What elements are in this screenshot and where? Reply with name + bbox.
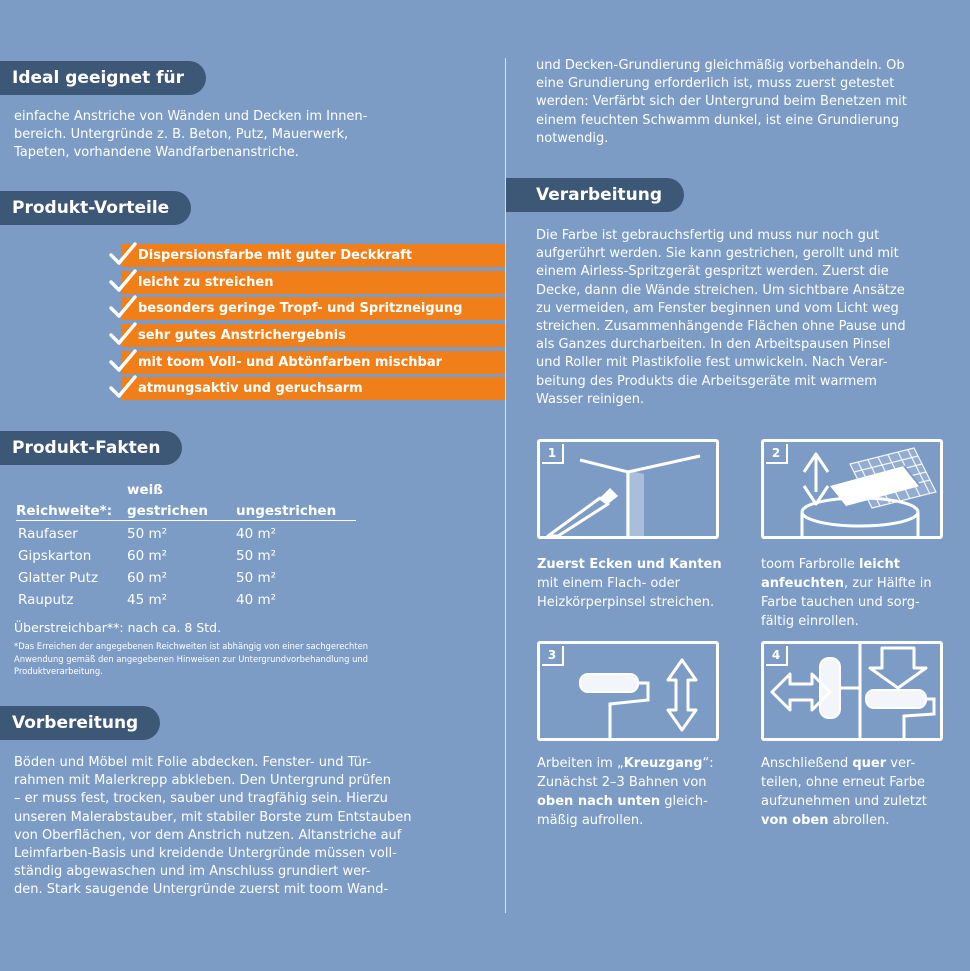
step-1-illustration (537, 439, 719, 539)
advantage-label: sehr gutes Anstrichergebnis (121, 324, 506, 347)
table-cell-label: Glatter Putz (18, 570, 99, 586)
advantage-label: besonders geringe Tropf- und Spritzneigung (121, 297, 506, 320)
step-number: 1 (542, 444, 564, 464)
preparation-line: werden: Verfärbt sich der Untergrund beim Benetzen mit (536, 94, 907, 110)
preparation-line: den. Stark saugende Untergründe zuerst mit toom Wand- (14, 882, 389, 898)
checkmark-icon (108, 268, 138, 294)
caption-line: fältig einrollen. (761, 614, 859, 629)
caption-line: teilen, ohne erneut Farbe (761, 775, 926, 790)
advantage-item (0, 349, 506, 376)
preparation-line: Böden und Möbel mit Folie abdecken. Fenster- und Tür- (14, 755, 372, 770)
advantage-label: Dispersionsfarbe mit guter Deckkraft (121, 244, 506, 267)
caption-line: aufzunehmen und zuletzt (761, 794, 927, 809)
checkmark-icon (108, 321, 138, 347)
roller-horizontal-arrow-icon (764, 644, 940, 738)
processing-line: Wasser reinigen. (536, 391, 645, 407)
advantage-item (0, 322, 506, 349)
advantage-item (0, 269, 506, 296)
advantage-item (0, 295, 506, 322)
brush-corner-icon (540, 442, 716, 536)
preparation-line: rahmen mit Malerkrepp abkleben. Den Untergrund prüfen (14, 773, 392, 789)
step-3-illustration (537, 641, 719, 741)
roller-grid-icon (764, 442, 940, 536)
step-number: 2 (766, 444, 788, 464)
preparation-line: eine Grundierung erforderlich ist, muss zuerst getestet (536, 76, 895, 92)
preparation-line: notwendig. (536, 130, 609, 146)
preparation-text (14, 754, 494, 900)
table-divider (16, 520, 356, 521)
caption-line: Zunächst 2–3 Bahnen von (537, 775, 707, 790)
processing-line: streichen. Zusammenhängende Flächen ohne Pause und (536, 319, 906, 335)
table-cell-painted: 50 m² (127, 526, 168, 542)
caption-line: mit einem Flach- oder (537, 576, 680, 591)
caption-line: toom Farbrolle leicht (761, 557, 900, 572)
preparation-line: und Decken-Grundierung gleichmäßig vorbehandeln. Ob (536, 58, 905, 73)
table-header-top: weiß (127, 482, 163, 498)
table-cell-painted: 60 m² (127, 570, 168, 586)
caption-line: anfeuchten, zur Hälfte in (761, 576, 932, 591)
step-3-caption (537, 754, 737, 830)
processing-line: Die Farbe ist gebrauchsfertig und muss nur noch gut (536, 228, 880, 243)
step-4-caption (761, 754, 961, 830)
preparation-continued-text (536, 57, 966, 148)
processing-text (536, 227, 966, 409)
heading-preparation: Vorbereitung (0, 706, 160, 740)
ideal-text (14, 108, 494, 163)
processing-line: Decke, dann die Wände streichen. Um sichtbare Ansätze (536, 282, 905, 298)
caption-line: Anschließend quer ver- (761, 756, 916, 771)
ideal-line: einfache Anstriche von Wänden und Decken im Innen- (14, 109, 368, 124)
checkmark-icon (108, 241, 138, 267)
processing-line: zu vermeiden, am Fenster beginnen und vom Licht weg (536, 300, 899, 316)
advantage-label: atmungsaktiv und geruchsarm (121, 377, 506, 400)
processing-line: beitung des Produkts die Arbeitsgeräte mit warmem (536, 373, 877, 389)
table-header-unpainted: ungestrichen (236, 503, 337, 519)
caption-line: von oben abrollen. (761, 813, 890, 828)
caption-line: Heizkörperpinsel streichen. (537, 595, 715, 610)
footnote-line: *Das Erreichen der angegebenen Reichweiten ist abhängig von einer sachgerechten (14, 641, 369, 651)
checkmark-icon (108, 374, 138, 400)
table-cell-label: Raufaser (18, 526, 78, 542)
table-cell-painted: 45 m² (127, 592, 168, 608)
heading-advantages: Produkt-Vorteile (0, 191, 191, 225)
coverage-footnote (14, 640, 444, 678)
advantage-label: leicht zu streichen (121, 271, 506, 294)
advantage-item (0, 375, 506, 402)
caption-line: Zuerst Ecken und Kanten (537, 557, 722, 572)
advantage-item (0, 242, 506, 269)
ideal-line: bereich. Untergründe z. B. Beton, Putz, Mauerwerk, (14, 127, 349, 143)
table-cell-label: Rauputz (18, 592, 74, 608)
footnote-line: Produktverarbeitung. (14, 666, 103, 676)
processing-line: und Roller mit Plastikfolie fest umwickeln. Nach Verar- (536, 355, 888, 371)
caption-line: Arbeiten im „Kreuzgang“: (537, 756, 714, 771)
heading-facts: Produkt-Fakten (0, 431, 182, 465)
advantages-list (0, 242, 506, 402)
step-number: 4 (766, 646, 788, 666)
ideal-line: Tapeten, vorhandene Wandfarbenanstriche. (14, 145, 299, 161)
table-cell-unpainted: 40 m² (236, 592, 277, 608)
table-cell-unpainted: 50 m² (236, 548, 277, 564)
preparation-line: Leimfarben-Basis und kreidende Untergründe müssen voll- (14, 846, 397, 862)
recoat-time: Überstreichbar**: nach ca. 8 Std. (14, 620, 222, 635)
table-cell-unpainted: 40 m² (236, 526, 277, 542)
heading-processing: Verarbeitung (506, 178, 684, 212)
step-number: 3 (542, 646, 564, 666)
step-2-caption (761, 555, 961, 631)
footnote-line: Anwendung gemäß den angegebenen Hinweisen zur Untergrundvorbehandlung und (14, 653, 368, 664)
checkmark-icon (108, 294, 138, 320)
checkmark-icon (108, 348, 138, 374)
caption-line: oben nach unten gleich- (537, 794, 708, 809)
processing-line: als Ganzes durcharbeiten. In den Arbeitspausen Pinsel (536, 337, 891, 353)
heading-ideal: Ideal geeignet für (0, 61, 206, 95)
table-cell-painted: 60 m² (127, 548, 168, 564)
step-2-illustration (761, 439, 943, 539)
preparation-line: unseren Malerabstauber, mit stabiler Borste zum Entstauben (14, 809, 412, 825)
table-header-painted: gestrichen (127, 503, 208, 519)
table-cell-label: Gipskarton (18, 548, 92, 564)
preparation-line: ständig abgewaschen und im Anschluss grundiert wer- (14, 864, 371, 880)
advantage-label: mit toom Voll- und Abtönfarben mischbar (121, 351, 506, 374)
step-1-caption (537, 555, 752, 612)
table-cell-unpainted: 50 m² (236, 570, 277, 586)
processing-line: einem Airless-Spritzgerät gespritzt werden. Zuerst die (536, 264, 889, 280)
table-header-coverage: Reichweite*: (16, 503, 113, 519)
preparation-line: einem feuchten Schwamm dunkel, ist eine Grundierung (536, 112, 900, 128)
step-4-illustration (761, 641, 943, 741)
preparation-line: von Oberflächen, vor dem Anstrich nutzen. Altanstriche auf (14, 827, 402, 843)
caption-line: mäßig aufrollen. (537, 813, 644, 828)
roller-vertical-arrow-icon (540, 644, 716, 738)
preparation-line: – er muss fest, trocken, sauber und tragfähig sein. Hierzu (14, 791, 388, 807)
processing-line: aufgerührt werden. Sie kann gestrichen, gerollt und mit (536, 246, 899, 262)
caption-line: Farbe tauchen und sorg- (761, 595, 920, 610)
